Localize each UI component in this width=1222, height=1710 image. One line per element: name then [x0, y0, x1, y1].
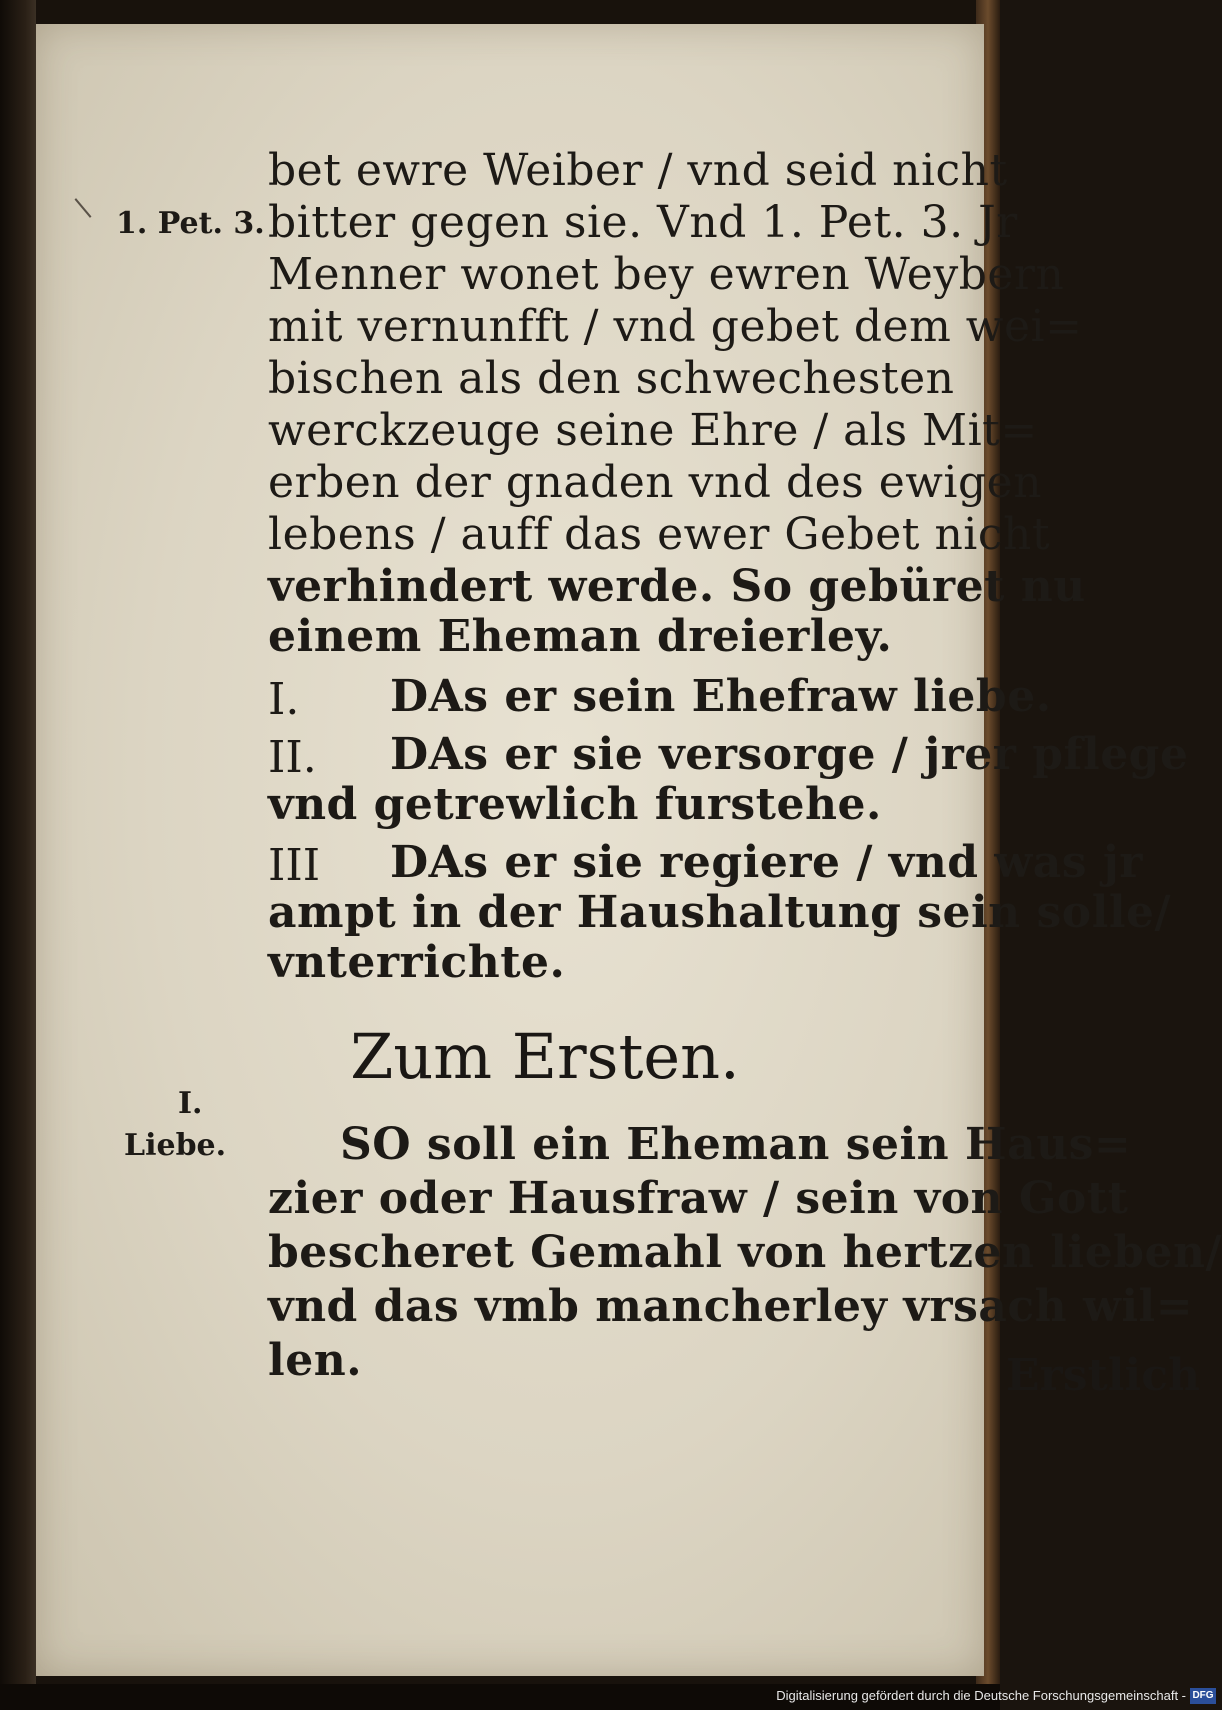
- list-item-3: DAs er sie regiere / vnd was jr: [390, 837, 1143, 888]
- body-line-3: Menner wonet bey ewren Weybern: [268, 249, 1065, 300]
- catchword: Erstlich: [1005, 1350, 1200, 1401]
- footer-credit: Digitalisierung gefördert durch die Deutsche Forschungsgemeinschaft -: [776, 1688, 1186, 1703]
- para-line-1: SO soll ein Eheman sein Haus=: [340, 1119, 1132, 1170]
- para-line-3: bescheret Gemahl von hertzen lieben/: [268, 1227, 1222, 1278]
- para-line-5: len.: [268, 1335, 363, 1386]
- body-line-6: werckzeuge seine Ehre / als Mit=: [268, 405, 1038, 456]
- body-line-4: mit vernunfft / vnd gebet dem wei=: [268, 301, 1083, 352]
- book-spine-left: [0, 0, 36, 1710]
- margin-note-pet-ref: 1. Pet. 3.: [116, 206, 265, 241]
- section-heading: Zum Ersten.: [350, 1020, 740, 1093]
- list-item-1: DAs er sein Ehefraw liebe.: [390, 671, 1052, 722]
- list-number-3: III: [268, 840, 321, 891]
- list-number-2: II.: [268, 732, 317, 783]
- body-line-5: bischen als den schwechesten: [268, 353, 955, 404]
- list-number-1: I.: [268, 674, 300, 725]
- list-item-3-cont2: vnterrichte.: [268, 937, 566, 988]
- body-line-1: bet ewre Weiber / vnd seid nicht: [268, 145, 1008, 196]
- body-line-7: erben der gnaden vnd des ewigen: [268, 457, 1043, 508]
- margin-note-number: I.: [178, 1086, 203, 1121]
- para-line-2: zier oder Hausfraw / sein von Gott: [268, 1173, 1129, 1224]
- margin-note-liebe: Liebe.: [124, 1128, 227, 1163]
- list-item-2-cont: vnd getrewlich furstehe.: [268, 779, 882, 830]
- body-line-2: bitter gegen sie. Vnd 1. Pet. 3. Jr: [268, 197, 1018, 248]
- para-line-4: vnd das vmb mancherley vrsach wil=: [268, 1281, 1194, 1332]
- list-item-3-cont: ampt in der Haushaltung sein solle/: [268, 887, 1172, 938]
- body-line-9: verhindert werde. So gebüret nu: [268, 561, 1086, 612]
- body-line-8: lebens / auff das ewer Gebet nicht: [268, 509, 1051, 560]
- dfg-logo-icon: DFG: [1190, 1688, 1216, 1704]
- body-line-10: einem Eheman dreierley.: [268, 611, 893, 662]
- list-item-2: DAs er sie versorge / jrer pflege: [390, 729, 1189, 780]
